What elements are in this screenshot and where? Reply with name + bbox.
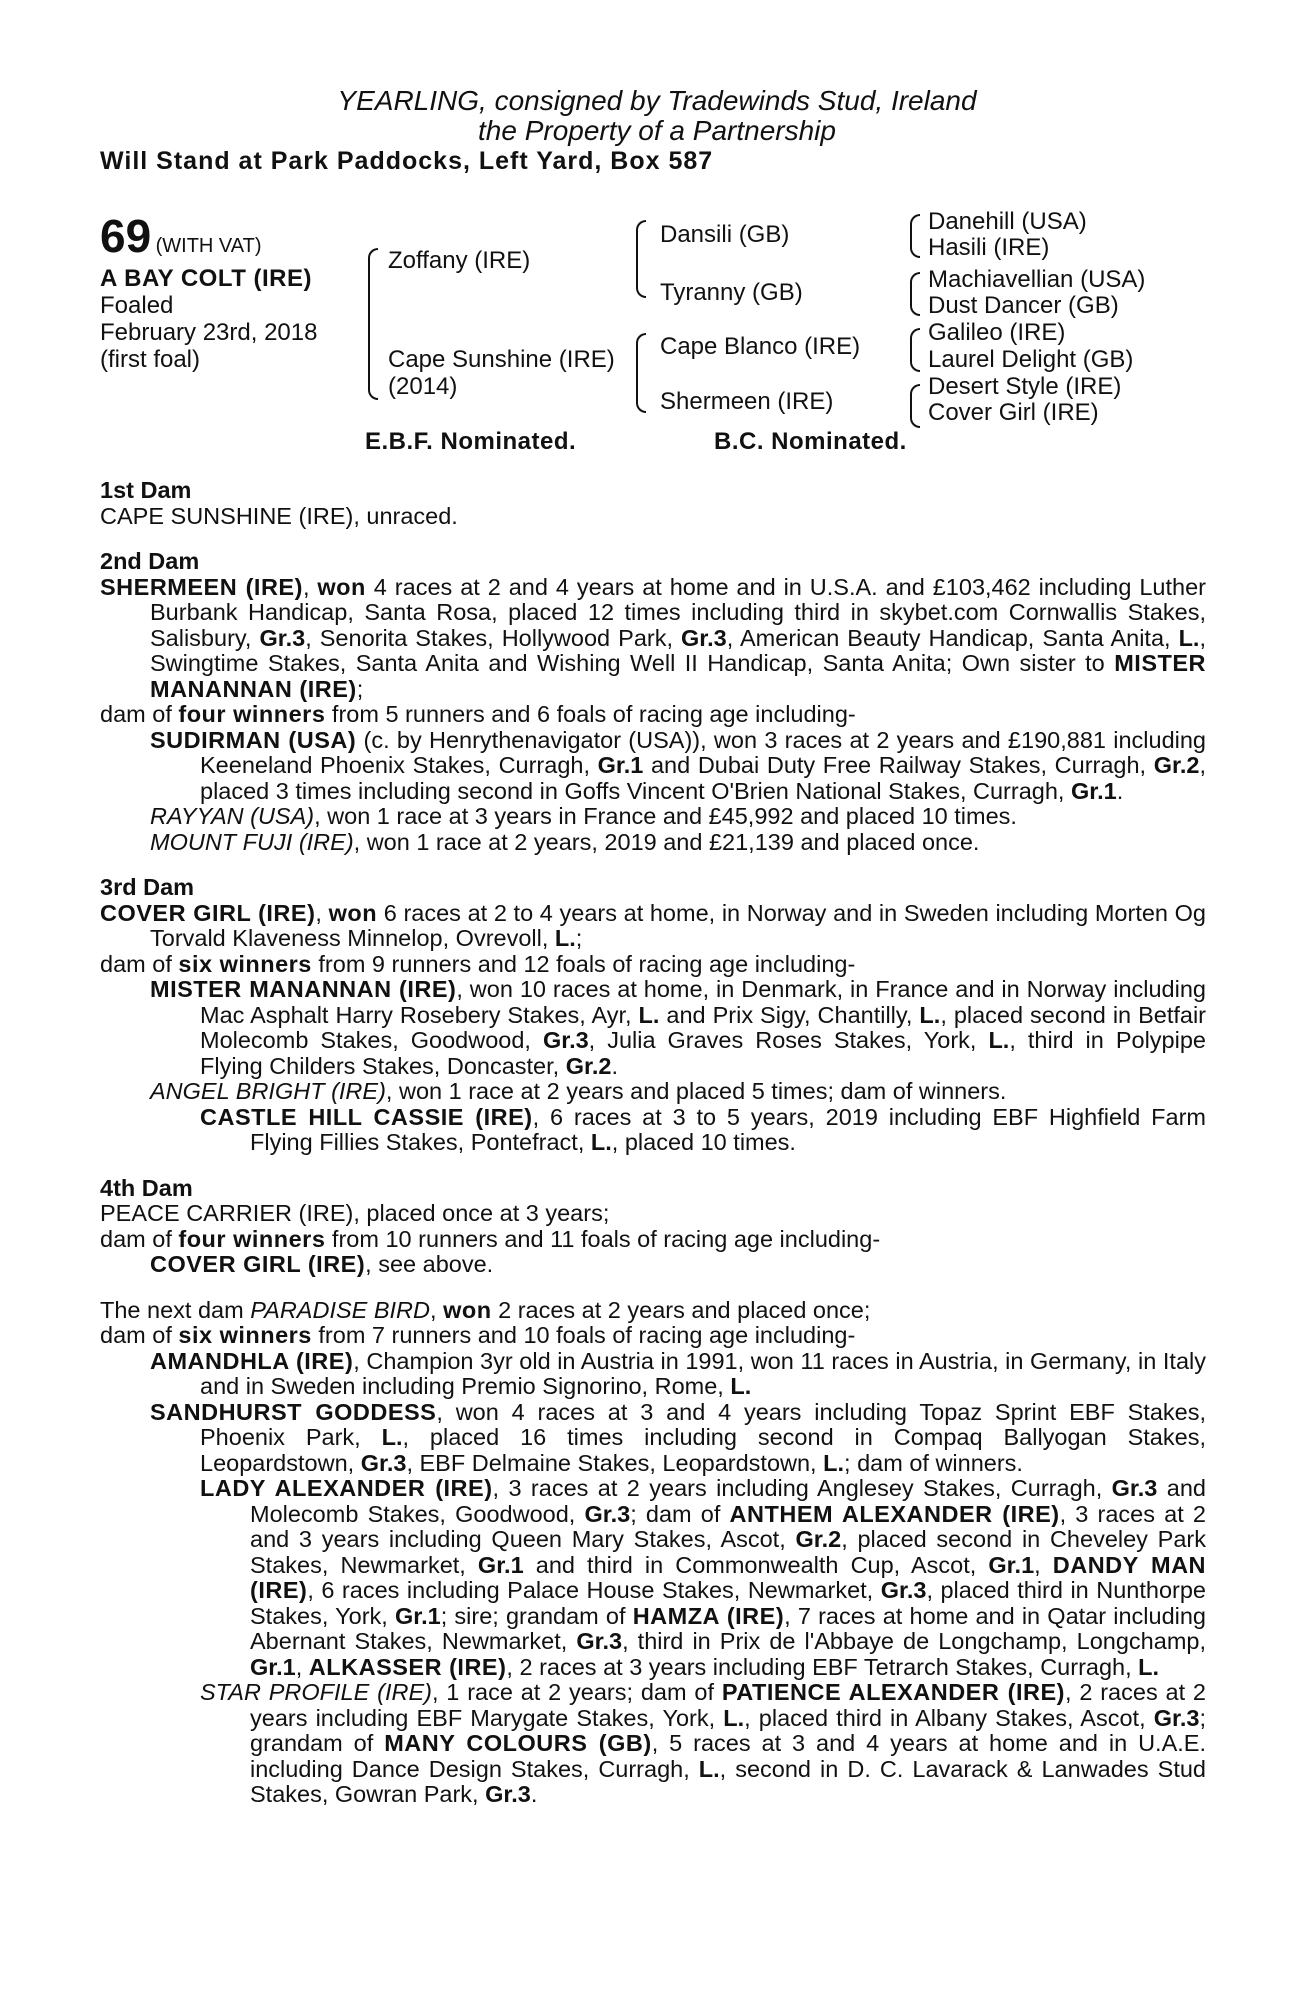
first-dam-section [100, 478, 1206, 529]
race-text: 6 races at 2 to 4 years at home, in Norway and in Sweden including Morten Og Torvald Klaveness Minnelop, Ovrevoll, [150, 899, 1206, 951]
race-text: , Julia Graves Roses Stakes, York, [588, 1027, 989, 1053]
pedigree-g5: Galileo (IRE) [928, 319, 1066, 346]
grade-label: Gr.1 [1070, 777, 1117, 804]
race-text: , placed second in Betfair Molecomb Stakes, Goodwood, [200, 1001, 1207, 1053]
grade-label: L. [1138, 1653, 1160, 1680]
horse-name: MISTER MANANNAN (IRE) [150, 976, 457, 1002]
race-text: 2 races at 2 years and placed once; [491, 1296, 871, 1323]
dam-of-text: from 5 runners and 6 foals of racing age including- [325, 701, 856, 727]
horse-name: AMANDHLA (IRE) [150, 1347, 354, 1374]
dam-of-text: dam of [100, 1322, 179, 1348]
first-foal-note: (first foal) [100, 346, 201, 373]
grade-label: Gr.3 [485, 1781, 531, 1807]
pedigree-dam-sire: Cape Blanco (IRE) [660, 333, 861, 360]
race-text: . [530, 1781, 538, 1807]
race-text: , see above. [365, 1251, 494, 1277]
pedigree-sire-sire: Dansili (GB) [660, 221, 790, 248]
lot-number-line [100, 209, 262, 263]
race-text: , third in Polypipe Flying Childers Stakes, Doncaster, [200, 1027, 1206, 1079]
race-text: . [1116, 777, 1124, 804]
grade-label: L. [638, 1001, 660, 1028]
horse-name: COVER GIRL (IRE) [150, 1251, 366, 1277]
race-text: ; sire; grandam of [440, 1602, 633, 1629]
third-dam-heading: 3rd Dam [100, 874, 195, 900]
fourth-dam-section [100, 1176, 1206, 1278]
race-text: , 1 race at 2 years; dam of [431, 1679, 722, 1705]
pedigree-g7: Desert Style (IRE) [928, 373, 1122, 400]
pedigree-dam-dam: Shermeen (IRE) [660, 388, 834, 415]
grade-label: L. [730, 1373, 752, 1399]
grade-label: L. [723, 1704, 745, 1731]
grade-label: Gr.1 [597, 752, 644, 778]
race-text: , 6 races including Palace House Stakes, Newmarket, [307, 1577, 881, 1603]
pedigree-dam-year: (2014) [388, 373, 458, 400]
race-text: , [430, 1296, 444, 1323]
pedigree-brace-g4 [910, 384, 920, 428]
lot-vat: (WITH VAT) [155, 235, 262, 257]
second-dam-dam-of [100, 702, 1206, 728]
next-dam-section [100, 1298, 1206, 1808]
winners-count: four winners [178, 701, 326, 727]
pedigree-brace-g1 [910, 214, 920, 258]
grade-label: Gr.3 [360, 1449, 407, 1476]
fourth-dam-dam-of [100, 1227, 1206, 1253]
dam-of-text: dam of [100, 701, 179, 727]
pedigree-brace-sire [636, 220, 646, 298]
horse-name: PATIENCE ALEXANDER (IRE) [721, 1679, 1065, 1705]
horse-name: COVER GIRL (IRE) [100, 899, 316, 926]
race-text: , won 1 race at 3 years in France and £45,992 and placed 10 times. [314, 803, 1017, 829]
fourth-dam-heading: 4th Dam [100, 1174, 193, 1201]
grade-label: Gr.3 [259, 624, 306, 651]
race-text: , placed 10 times. [611, 1129, 796, 1155]
horse-name: RAYYAN (USA) [150, 803, 315, 829]
grade-label: L. [381, 1424, 403, 1450]
race-text: . [611, 1052, 618, 1079]
race-text: , 3 races at 2 years including Anglesey Stakes, Curragh, [492, 1475, 1112, 1501]
first-dam-text: CAPE SUNSHINE (IRE), unraced. [100, 502, 458, 529]
pedigree-brace-g2 [910, 272, 920, 316]
pedigree-brace-main [368, 248, 378, 400]
pedigree-g8: Cover Girl (IRE) [928, 399, 1099, 426]
race-text: , EBF Delmaine Stakes, Leopardstown, [406, 1449, 824, 1476]
race-text: , 3 races at 2 and 3 years including Queen Mary Stakes, Ascot, [250, 1500, 1206, 1552]
pedigree-g1: Danehill (USA) [928, 208, 1087, 235]
race-text: ; dam of winners. [844, 1449, 1023, 1476]
progeny-entry [100, 1400, 1206, 1477]
race-text: , 2 races at 3 years including EBF Tetrarch Stakes, Curragh, [506, 1653, 1139, 1680]
grade-label: Gr.1 [988, 1551, 1035, 1578]
second-dam-section [100, 549, 1206, 855]
header-property: the Property of a Partnership [478, 115, 836, 146]
dam-of-text: from 10 runners and 11 foals of racing age including- [325, 1225, 881, 1252]
grade-label: Gr.2 [565, 1052, 612, 1079]
horse-name: PARADISE BIRD [250, 1296, 430, 1323]
dam-of-text: from 9 runners and 12 foals of racing age including- [311, 950, 856, 977]
race-text: , won 10 races at home, in Denmark, in France and in Norway including Mac Asphalt Harry Rosebery Stakes, Ayr, [200, 976, 1206, 1028]
horse-name: MOUNT FUJI (IRE) [150, 828, 354, 855]
race-text: , Swingtime Stakes, Santa Anita and Wishing Well II Handicap, Santa Anita; Own sister to [150, 624, 1206, 676]
pedigree-g3: Machiavellian (USA) [928, 266, 1146, 293]
race-text: , third in Prix de l'Abbaye de Longchamp, Longchamp, [622, 1628, 1206, 1654]
grade-label: Gr.3 [681, 624, 727, 651]
pedigree-g6: Laurel Delight (GB) [928, 346, 1134, 373]
horse-name: LADY ALEXANDER (IRE) [200, 1475, 493, 1501]
horse-name: SHERMEEN (IRE) [100, 573, 303, 600]
race-text: 4 races at 2 and 4 years at home and in U.S.A. and £103,462 including Luther Burbank Handicap, Santa Rosa, placed 12 times including third in skybet.com Cornwallis Stakes, Salisbury, [150, 573, 1206, 651]
dam-of-text: dam of [100, 950, 179, 977]
horse-name: ALKASSER (IRE) [308, 1653, 507, 1680]
header-consignor: YEARLING, consigned by Tradewinds Stud, Ireland [337, 85, 977, 116]
grade-label: Gr.3 [584, 1500, 631, 1527]
first-dam-heading: 1st Dam [100, 477, 192, 503]
horse-name: SUDIRMAN (USA) [150, 726, 357, 753]
grade-label: Gr.3 [576, 1628, 623, 1654]
race-text: , 2 races at 2 years including EBF Marygate Stakes, York, [250, 1679, 1206, 1731]
second-dam-heading: 2nd Dam [100, 548, 200, 574]
race-text: , Senorita Stakes, Hollywood Park, [305, 624, 682, 651]
race-text: , American Beauty Handicap, Santa Anita, [726, 624, 1179, 651]
grade-label: Gr.3 [880, 1577, 927, 1603]
race-text: ; [575, 925, 583, 951]
progeny-entry [100, 804, 1206, 830]
horse-name: ANGEL BRIGHT (IRE) [150, 1078, 386, 1104]
progeny-entry [100, 1252, 1206, 1278]
grade-label: Gr.2 [795, 1526, 842, 1552]
ebf-nominated: E.B.F. Nominated. [365, 428, 577, 455]
grade-label: L. [590, 1129, 612, 1155]
third-dam-record: COVER GIRL (IRE), won 6 races at 2 to 4 years at home, in Norway and in Sweden including Morten Og Torvald Klaveness Minnelop, Ovrevoll, L.; [100, 899, 1206, 951]
progeny-entry [100, 1680, 1206, 1808]
won-label: won [328, 899, 378, 926]
race-text: , [1034, 1551, 1053, 1578]
horse-name: DANDY MAN (IRE) [250, 1551, 1207, 1603]
grade-label: Gr.3 [1153, 1704, 1200, 1731]
grade-label: L. [919, 1001, 941, 1028]
race-text: , won 1 race at 2 years, 2019 and £21,139 and placed once. [353, 828, 980, 855]
horse-name: CASTLE HILL CASSIE (IRE) [200, 1103, 533, 1130]
race-text: , 6 races at 3 to 5 years, 2019 including EBF Highfield Farm Flying Fillies Stakes, Pontefract, [250, 1103, 1206, 1155]
pedigree-g4: Dust Dancer (GB) [928, 292, 1119, 319]
progeny-entry [100, 1476, 1206, 1680]
pedigree-brace-g3 [910, 328, 920, 372]
foaled-date: February 23rd, 2018 [100, 319, 318, 346]
race-text: , second in D. C. Lavarack & Lanwades Stud Stakes, Gowran Park, [250, 1755, 1206, 1807]
race-text: , placed 3 times including second in Goffs Vincent O'Brien National Stakes, Curragh, [200, 752, 1206, 804]
race-text: , Champion 3yr old in Austria in 1991, won 11 races in Austria, in Germany, in Italy and in Sweden including Premio Signorino, Rome, [200, 1347, 1206, 1399]
lot-name: A BAY COLT (IRE) [100, 265, 313, 292]
horse-name: ANTHEM ALEXANDER (IRE) [729, 1500, 1060, 1527]
race-text: , won 4 races at 3 and 4 years including Topaz Sprint EBF Stakes, Phoenix Park, [200, 1398, 1206, 1450]
pedigree-sire-dam: Tyranny (GB) [660, 279, 803, 306]
grade-label: Gr.2 [1153, 752, 1200, 778]
second-dam-record: SHERMEEN (IRE), won 4 races at 2 and 4 years at home and in U.S.A. and £103,462 including Luther Burbank Handicap, Santa Rosa, placed 12 times including third in skybet.com Cornwallis Stakes, Salisbury, Gr.3, Senorita Stakes, Hollywood Park, Gr.3, American Beauty Handicap, Santa Anita, L., Swingtime Stakes, Santa Anita and Wishing Well II Handicap, Santa Anita; Own sister to MISTER MANANNAN (IRE); [100, 573, 1206, 702]
progeny-entry [100, 728, 1206, 805]
race-text: , 7 races at home and in Qatar including Abernant Stakes, Newmarket, [250, 1602, 1207, 1654]
race-text: , placed second in Cheveley Park Stakes, Newmarket, [250, 1526, 1206, 1578]
race-text: and Prix Sigy, Chantilly, [659, 1001, 920, 1028]
race-text: and third in Commonwealth Cup, Ascot, [523, 1551, 989, 1578]
race-text: , placed 16 times including second in Compaq Ballyogan Stakes, Leopardstown, [200, 1424, 1206, 1476]
race-text: The next dam [100, 1296, 251, 1323]
race-text: ; [356, 675, 364, 702]
third-dam-section [100, 875, 1206, 1156]
horse-name: STAR PROFILE (IRE) [200, 1679, 432, 1705]
horse-name: MISTER MANANNAN (IRE) [150, 650, 1206, 702]
foaled-label: Foaled [100, 292, 174, 319]
dam-of-text: dam of [100, 1225, 179, 1252]
won-label: won [443, 1296, 492, 1323]
progeny-entry [100, 830, 1206, 856]
grade-label: Gr.1 [394, 1602, 441, 1629]
winners-count: six winners [178, 950, 312, 977]
next-dam-record [100, 1298, 1206, 1324]
grade-label: L. [698, 1755, 720, 1782]
race-text: , 5 races at 3 and 4 years at home and in U.A.E. including Dance Design Stakes, Curragh, [250, 1730, 1206, 1782]
next-dam-dam-of [100, 1323, 1206, 1349]
grade-label: L. [988, 1027, 1010, 1053]
winners-count: four winners [178, 1225, 326, 1252]
horse-name: MANY COLOURS (GB) [384, 1730, 652, 1756]
progeny-entry [100, 1349, 1206, 1400]
race-text: and Molecomb Stakes, Goodwood, [250, 1475, 1206, 1527]
race-text: (c. by Henrythenavigator (USA)), won 3 races at 2 years and £190,881 including Keeneland Phoenix Stakes, Curragh, [200, 726, 1207, 778]
pedigree-brace-dam [636, 333, 646, 413]
grade-label: Gr.1 [250, 1653, 296, 1680]
progeny-entry [100, 977, 1206, 1079]
race-text: , placed third in Nunthorpe Stakes, York, [250, 1577, 1206, 1629]
fourth-dam-text: PEACE CARRIER (IRE), placed once at 3 years; [100, 1200, 610, 1226]
progeny-entry [100, 1105, 1206, 1156]
progeny-entry [100, 1079, 1206, 1105]
grade-label: Gr.3 [1111, 1475, 1158, 1501]
race-text: , placed third in Albany Stakes, Ascot, [744, 1704, 1154, 1731]
grade-label: Gr.1 [477, 1551, 524, 1578]
race-text: and Dubai Duty Free Railway Stakes, Curragh, [643, 752, 1154, 778]
lot-number: 69 [100, 210, 152, 262]
winners-count: six winners [178, 1322, 312, 1348]
pedigree-g2: Hasili (IRE) [928, 234, 1050, 261]
race-text: ; dam of [630, 1500, 730, 1527]
race-text: , won 1 race at 2 years and placed 5 times; dam of winners. [385, 1078, 1007, 1104]
grade-label: L. [554, 925, 576, 951]
dam-of-text: from 7 runners and 10 foals of racing age including- [311, 1322, 856, 1348]
pedigree-dam: Cape Sunshine (IRE) [388, 346, 615, 373]
race-text: ; grandam of [250, 1704, 1206, 1756]
pedigree-sire: Zoffany (IRE) [388, 247, 531, 274]
header-location: Will Stand at Park Paddocks, Left Yard, Box 587 [100, 147, 714, 175]
race-text: , [295, 1653, 309, 1680]
grade-label: Gr.3 [542, 1027, 589, 1053]
bc-nominated: B.C. Nominated. [714, 428, 907, 455]
catalogue-body [100, 478, 1206, 1808]
won-label: won [317, 573, 366, 600]
horse-name: HAMZA (IRE) [632, 1602, 785, 1629]
third-dam-dam-of [100, 952, 1206, 978]
grade-label: L. [823, 1449, 845, 1476]
grade-label: L. [1178, 624, 1200, 651]
horse-name: SANDHURST GODDESS [150, 1398, 437, 1425]
